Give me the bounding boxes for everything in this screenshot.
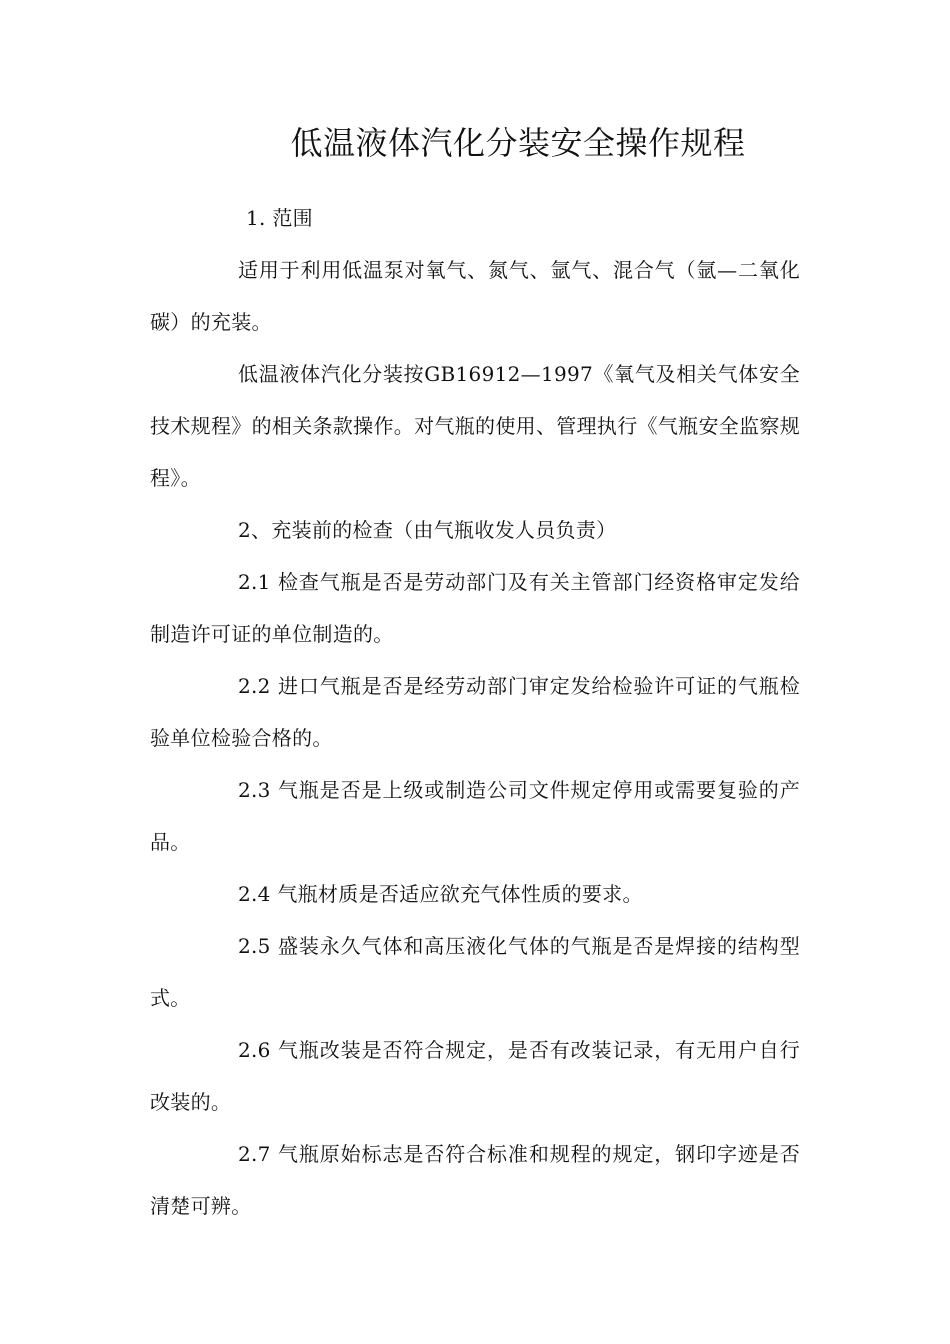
section-heading-scope: 1. 范围 (246, 206, 313, 230)
paragraph-2-2: 2.2 进口气瓶是否是经劳动部门审定发给检验许可证的气瓶检验单位检验合格的。 (150, 674, 800, 750)
document-title: 低温液体汽化分装安全操作规程 (290, 124, 746, 162)
paragraph-2-4: 2.4 气瓶材质是否适应欲充气体性质的要求。 (238, 882, 643, 906)
paragraph-standard-reference: 低温液体汽化分装按GB16912—1997《氧气及相关气体安全技术规程》的相关条款操作。对气瓶的使用、管理执行《气瓶安全监察规程》。 (150, 362, 800, 490)
document-body (150, 192, 800, 1232)
paragraph-scope-application: 适用于利用低温泵对氧气、氮气、氩气、混合气（氩—二氧化碳）的充装。 (150, 258, 800, 334)
paragraph-2-3: 2.3 气瓶是否是上级或制造公司文件规定停用或需要复验的产品。 (150, 778, 800, 854)
section-heading-pre-fill-check: 2、充装前的检查（由气瓶收发人员负责） (238, 518, 617, 542)
paragraph-2-6: 2.6 气瓶改装是否符合规定，是否有改装记录，有无用户自行改装的。 (150, 1038, 800, 1114)
paragraph-2-7: 2.7 气瓶原始标志是否符合标准和规程的规定，钢印字迹是否清楚可辨。 (150, 1142, 800, 1218)
paragraph-2-5: 2.5 盛装永久气体和高压液化气体的气瓶是否是焊接的结构型式。 (150, 934, 800, 1010)
paragraph-2-1: 2.1 检查气瓶是否是劳动部门及有关主管部门经资格审定发给制造许可证的单位制造的。 (150, 570, 800, 646)
